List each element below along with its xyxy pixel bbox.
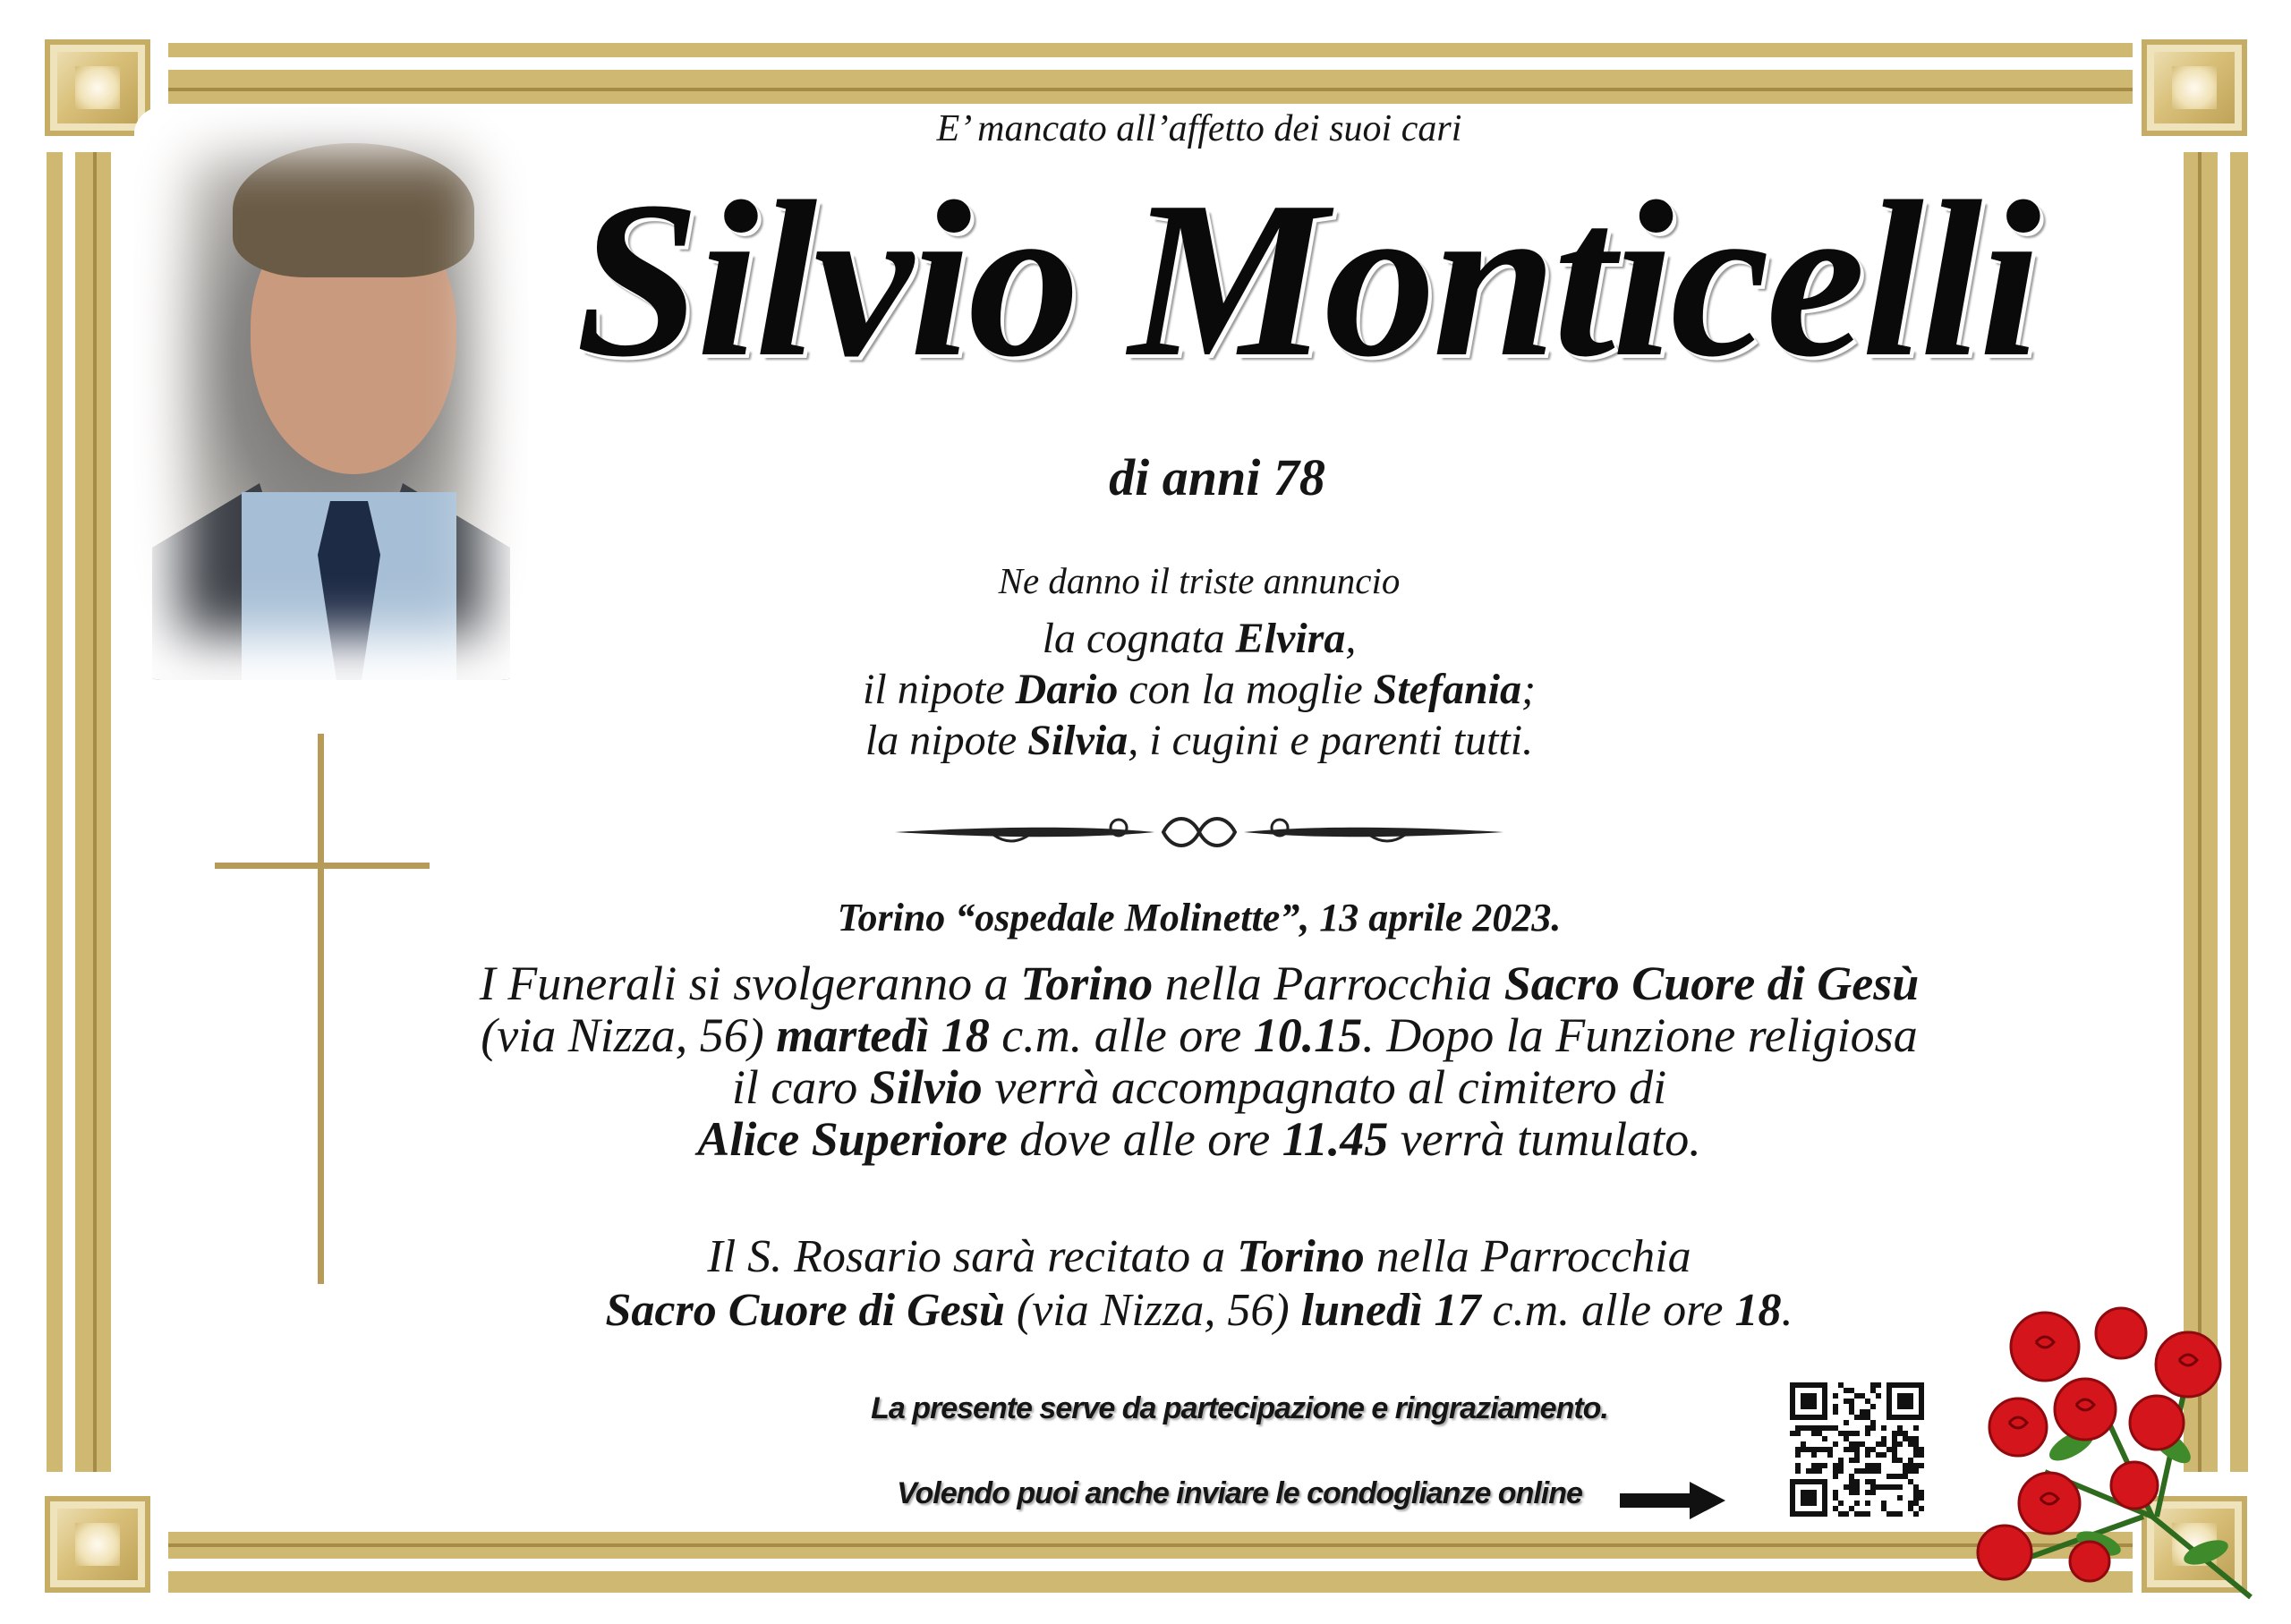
- ornament-divider: [895, 810, 1503, 855]
- place-date: Torino “ospedale Molinette”, 13 aprile 2023.: [837, 896, 1562, 940]
- relative-name-silvia: Silvia: [1027, 717, 1128, 764]
- funeral-line-3: il caro Silvio verrà accompagnato al cimitero di: [731, 1060, 1667, 1114]
- relative-name-elvira: Elvira: [1235, 615, 1346, 662]
- condolences-note: Volendo puoi anche inviare le condoglianze online: [897, 1476, 1582, 1510]
- relative-name-stefania: Stefania: [1373, 666, 1521, 713]
- relative-line-1: la cognata Elvira,: [1042, 615, 1357, 662]
- funeral-line-4: Alice Superiore dove alle ore 11.45 verrà tumulato.: [697, 1112, 1701, 1166]
- age-text: di anni 78: [1109, 448, 1325, 506]
- frame-right: [2184, 152, 2248, 1472]
- relative-line-2: il nipote Dario con la moglie Stefania;: [863, 666, 1536, 713]
- announcement-relatives: [626, 613, 1772, 766]
- qr-code[interactable]: [1790, 1382, 1929, 1517]
- rosary-line-1: Il S. Rosario sarà recitato a Torino nella Parrocchia: [707, 1231, 1691, 1282]
- announcement-lead: Ne danno il triste annuncio: [998, 560, 1401, 601]
- red-roses-image: [1964, 1293, 2269, 1602]
- frame-corner-bottom-left: [45, 1496, 150, 1593]
- rosary-paragraph: [412, 1230, 1987, 1338]
- funeral-paragraph: [322, 957, 2076, 1165]
- deceased-name: Silvio Monticelli: [575, 156, 2038, 404]
- portrait-photo: [134, 107, 528, 680]
- frame-top: [168, 43, 2133, 104]
- funeral-line-2: (via Nizza, 56) martedì 18 c.m. alle ore 10.15. Dopo la Funzione religiosa: [481, 1008, 1918, 1062]
- intro-text: E’ mancato all’affetto dei suoi cari: [936, 108, 1462, 149]
- frame-left: [47, 152, 111, 1472]
- funeral-line-1: I Funerali si svolgeranno a Torino nella Parrocchia Sacro Cuore di Gesù: [479, 957, 1920, 1010]
- arrow-right-icon: [1620, 1478, 1727, 1523]
- cross-icon-bar: [215, 863, 430, 869]
- participation-note: La presente serve da partecipazione e ringraziamento.: [871, 1391, 1608, 1425]
- relative-line-3: la nipote Silvia, i cugini e parenti tutti.: [864, 717, 1534, 764]
- relative-name-dario: Dario: [1015, 666, 1119, 713]
- rosary-line-2: Sacro Cuore di Gesù (via Nizza, 56) lunedì 17 c.m. alle ore 18.: [605, 1285, 1793, 1336]
- frame-corner-top-right: [2142, 39, 2247, 136]
